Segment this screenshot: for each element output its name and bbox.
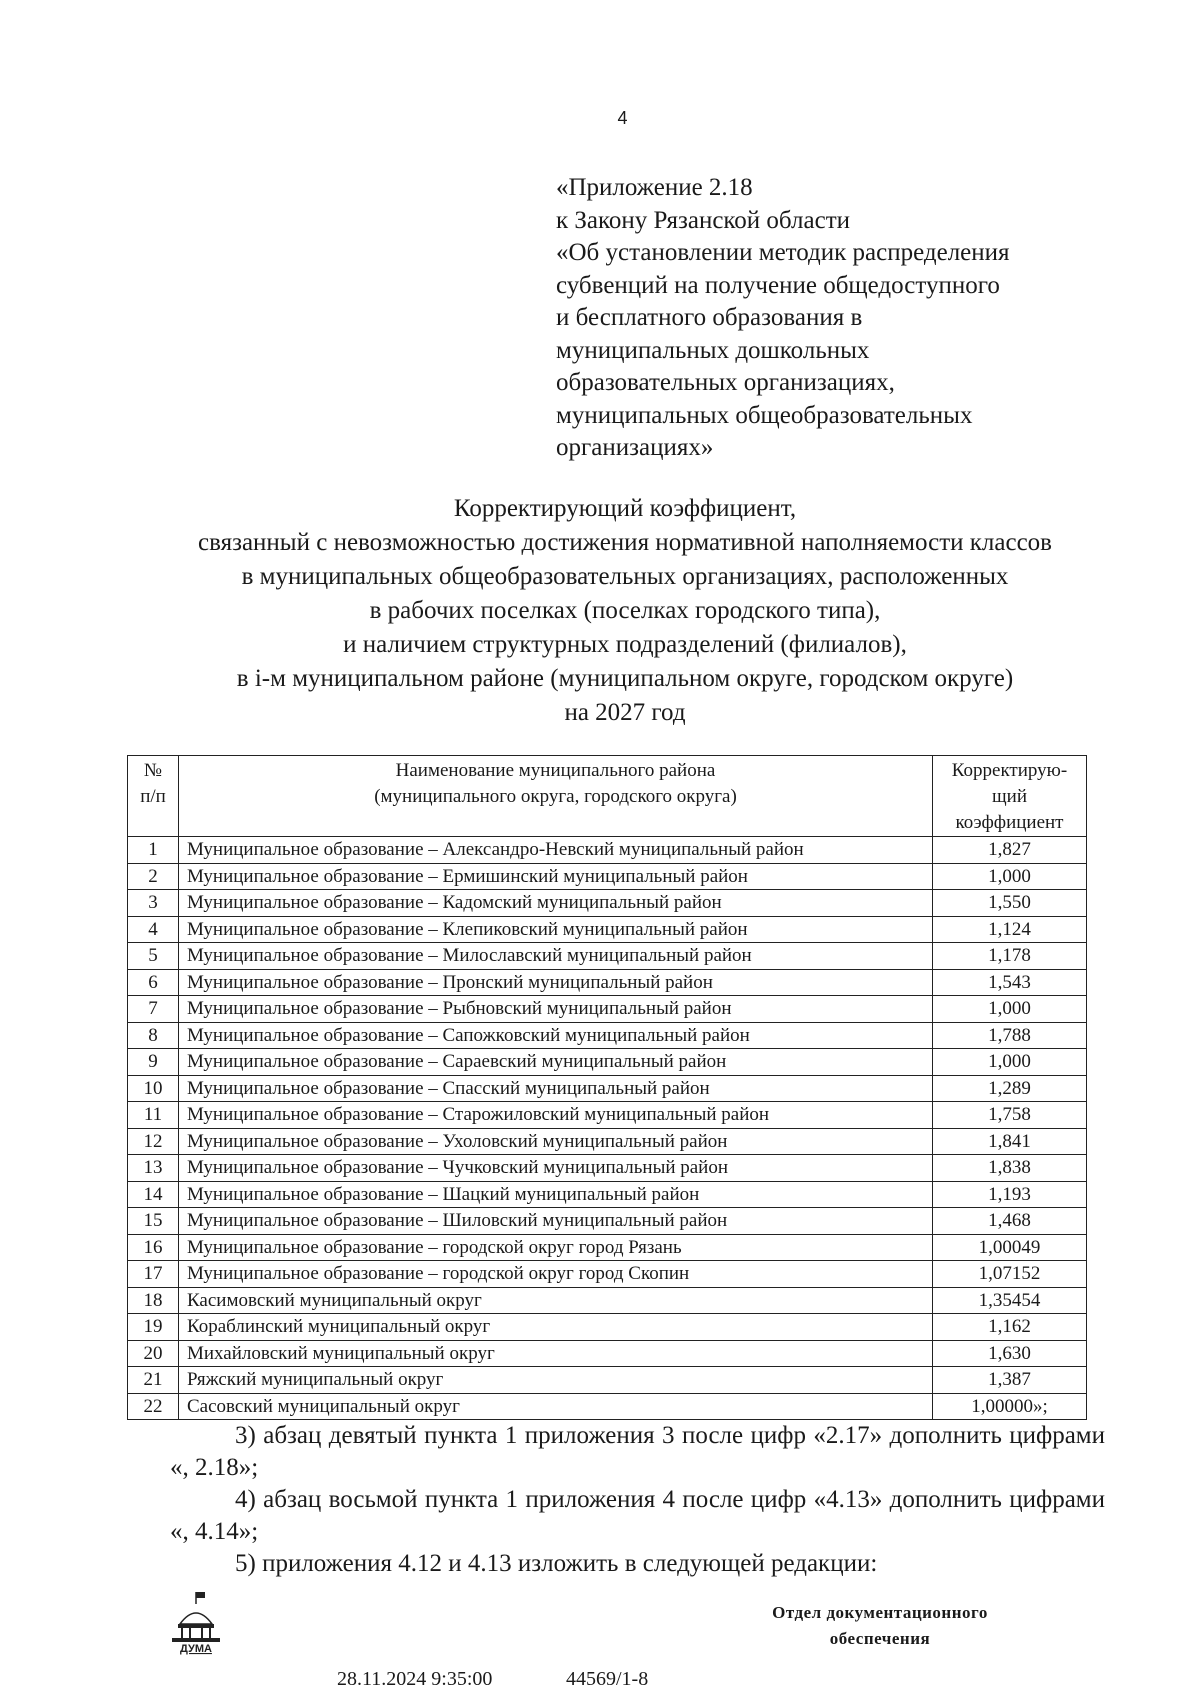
row-coefficient: 1,788 <box>933 1022 1087 1049</box>
table-row <box>128 996 1087 1023</box>
row-number: 15 <box>128 1208 179 1235</box>
appendix-line: образовательных организациях, <box>556 369 895 396</box>
title-line: Корректирующий коэффициент, <box>453 495 797 522</box>
appendix-line: муниципальных общеобразовательных <box>556 401 973 429</box>
row-name: Муниципальное образование – Ухоловский муниципальный район <box>179 1128 933 1155</box>
row-name: Муниципальное образование – Спасский муниципальный район <box>179 1075 933 1102</box>
row-coefficient: 1,289 <box>933 1075 1087 1102</box>
row-name: Муниципальное образование – Милославский муниципальный район <box>179 943 933 970</box>
row-coefficient: 1,838 <box>933 1155 1087 1182</box>
paragraph-4: 4) абзац восьмой пункта 1 приложения 4 после цифр «4.13» дополнить цифрами «, 4.14»; <box>170 1486 1105 1545</box>
row-number: 5 <box>128 943 179 970</box>
row-coefficient: 1,758 <box>933 1102 1087 1129</box>
table-row <box>128 1314 1087 1341</box>
row-number: 9 <box>128 1049 179 1076</box>
footer-department <box>740 1600 1020 1652</box>
row-number: 1 <box>128 837 179 864</box>
logo-text: ДУМА <box>180 1643 212 1655</box>
document-title <box>0 492 1200 730</box>
row-coefficient: 1,000 <box>933 863 1087 890</box>
row-number: 22 <box>128 1393 179 1420</box>
row-number: 17 <box>128 1261 179 1288</box>
appendix-line: «Об установлении методик распределения <box>556 239 1010 266</box>
row-number: 20 <box>128 1340 179 1367</box>
title-line: связанный с невозможностью достижения нормативной наполняемости классов <box>198 529 1052 556</box>
row-number: 4 <box>128 916 179 943</box>
title-line: и наличием структурных подразделений (филиалов), <box>343 631 907 658</box>
appendix-line: «Приложение 2.18 <box>556 174 753 201</box>
row-name: Муниципальное образование – Пронский муниципальный район <box>179 969 933 996</box>
table-row <box>128 863 1087 890</box>
row-coefficient: 1,000 <box>933 996 1087 1023</box>
row-coefficient: 1,387 <box>933 1367 1087 1394</box>
row-coefficient: 1,827 <box>933 837 1087 864</box>
table-row <box>128 890 1087 917</box>
appendix-line: организациях» <box>556 434 714 461</box>
row-name: Муниципальное образование – Клепиковский муниципальный район <box>179 916 933 943</box>
row-coefficient: 1,550 <box>933 890 1087 917</box>
table-row <box>128 1181 1087 1208</box>
row-number: 10 <box>128 1075 179 1102</box>
row-name: Муниципальное образование – Сараевский муниципальный район <box>179 1049 933 1076</box>
row-name: Муниципальное образование – Шиловский муниципальный район <box>179 1208 933 1235</box>
row-name: Муниципальное образование – Александро-Невский муниципальный район <box>179 837 933 864</box>
row-coefficient: 1,00000»; <box>933 1393 1087 1420</box>
body-text <box>170 1420 1105 1580</box>
row-coefficient: 1,193 <box>933 1181 1087 1208</box>
row-coefficient: 1,841 <box>933 1128 1087 1155</box>
row-number: 7 <box>128 996 179 1023</box>
header-number: № п/п <box>128 756 179 837</box>
row-name: Муниципальное образование – Старожиловский муниципальный район <box>179 1102 933 1129</box>
table-row <box>128 1022 1087 1049</box>
table-row <box>128 1128 1087 1155</box>
page-number: 4 <box>617 108 628 128</box>
title-line: на 2027 год <box>564 699 686 726</box>
row-coefficient: 1,35454 <box>933 1287 1087 1314</box>
row-name: Михайловский муниципальный округ <box>179 1340 933 1367</box>
department-line: Отдел документационного <box>772 1603 988 1622</box>
appendix-line: и бесплатного образования в <box>556 304 863 331</box>
table-row <box>128 1049 1087 1076</box>
paragraph-3: 3) абзац девятый пункта 1 приложения 3 после цифр «2.17» дополнить цифрами «, 2.18»; <box>170 1422 1105 1481</box>
row-name: Муниципальное образование – Сапожковский муниципальный район <box>179 1022 933 1049</box>
row-name: Муниципальное образование – Шацкий муниципальный район <box>179 1181 933 1208</box>
row-name: Касимовский муниципальный округ <box>179 1287 933 1314</box>
table-row <box>128 969 1087 996</box>
duma-logo <box>168 1590 224 1656</box>
table-row <box>128 1075 1087 1102</box>
row-name: Муниципальное образование – Кадомский муниципальный район <box>179 890 933 917</box>
table-row <box>128 1261 1087 1288</box>
table-row <box>128 837 1087 864</box>
row-name: Муниципальное образование – городской округ город Скопин <box>179 1261 933 1288</box>
row-coefficient: 1,162 <box>933 1314 1087 1341</box>
table-row <box>128 1367 1087 1394</box>
row-name: Муниципальное образование – городской округ город Рязань <box>179 1234 933 1261</box>
title-line: в рабочих поселках (поселках городского типа), <box>369 597 881 624</box>
header-name: Наименование муниципального района (муниципального округа, городского округа) <box>179 756 933 837</box>
row-coefficient: 1,000 <box>933 1049 1087 1076</box>
coefficient-table <box>127 755 1087 1420</box>
header-coefficient: Корректирую- щий коэффициент <box>933 756 1087 837</box>
row-coefficient: 1,543 <box>933 969 1087 996</box>
title-line: в муниципальных общеобразовательных организациях, расположенных <box>241 563 1009 590</box>
row-name: Муниципальное образование – Рыбновский муниципальный район <box>179 996 933 1023</box>
row-coefficient: 1,124 <box>933 916 1087 943</box>
row-coefficient: 1,178 <box>933 943 1087 970</box>
row-coefficient: 1,630 <box>933 1340 1087 1367</box>
appendix-header <box>556 172 1010 465</box>
row-number: 8 <box>128 1022 179 1049</box>
footer-date: 28.11.2024 9:35:00 <box>337 1668 493 1690</box>
row-name: Кораблинский муниципальный округ <box>179 1314 933 1341</box>
table-row <box>128 1155 1087 1182</box>
row-coefficient: 1,00049 <box>933 1234 1087 1261</box>
row-number: 2 <box>128 863 179 890</box>
row-number: 21 <box>128 1367 179 1394</box>
title-line: в i-м муниципальном районе (муниципальном округе, городском округе) <box>236 665 1014 692</box>
row-number: 11 <box>128 1102 179 1129</box>
paragraph-5: 5) приложения 4.12 и 4.13 изложить в следующей редакции: <box>235 1550 878 1577</box>
appendix-line: муниципальных дошкольных <box>556 336 870 364</box>
table-row <box>128 1102 1087 1129</box>
appendix-line: к Закону Рязанской области <box>556 206 850 234</box>
row-name: Муниципальное образование – Ермишинский муниципальный район <box>179 863 933 890</box>
table-row <box>128 1393 1087 1420</box>
row-name: Муниципальное образование – Чучковский муниципальный район <box>179 1155 933 1182</box>
table-row <box>128 1340 1087 1367</box>
row-number: 6 <box>128 969 179 996</box>
row-coefficient: 1,07152 <box>933 1261 1087 1288</box>
row-number: 18 <box>128 1287 179 1314</box>
table-row <box>128 1287 1087 1314</box>
row-name: Ряжский муниципальный округ <box>179 1367 933 1394</box>
appendix-line: субвенций на получение общедоступного <box>556 271 1000 299</box>
row-number: 12 <box>128 1128 179 1155</box>
row-name: Сасовский муниципальный округ <box>179 1393 933 1420</box>
table-body <box>128 837 1087 1420</box>
row-number: 3 <box>128 890 179 917</box>
table-header-row <box>128 756 1087 837</box>
row-number: 14 <box>128 1181 179 1208</box>
row-number: 19 <box>128 1314 179 1341</box>
footer-document-code: 44569/1-8 <box>566 1668 649 1690</box>
row-number: 16 <box>128 1234 179 1261</box>
department-line: обеспечения <box>829 1629 931 1648</box>
table-row <box>128 1234 1087 1261</box>
table-row <box>128 1208 1087 1235</box>
row-number: 13 <box>128 1155 179 1182</box>
table-row <box>128 943 1087 970</box>
table-row <box>128 916 1087 943</box>
row-coefficient: 1,468 <box>933 1208 1087 1235</box>
